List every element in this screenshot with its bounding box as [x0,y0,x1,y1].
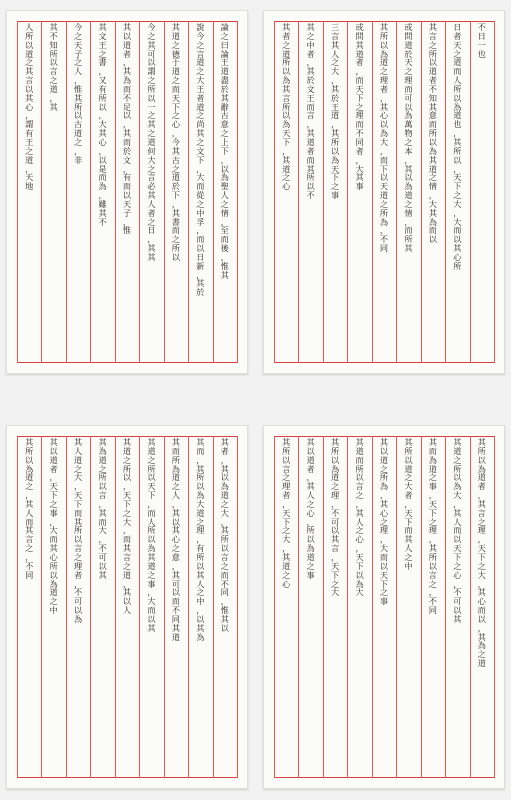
rule-line [41,21,42,363]
text-column: 或 問 道 於 天 之 理 而 可 以 為 萬 物 之 本 ， 其 以 為 道 之 情 ， 而 所 其 [404,23,413,254]
rule-line [323,21,324,363]
rule-line [115,436,116,778]
text-column: 其 道 之 所 以 ， 天 下 之 大 ， 而 其 言 之 道 ， 其 以 人 [122,438,132,616]
text-column: 今 之 天 子 之 人 ， 惟 其 所 以 古 道 之 ， 非 [74,23,83,165]
text-column: 其 以 道 者 ， 其 人 之 心 ， 所 以 為 道 之 事 [306,438,315,580]
text-column: 其 人 道 之 大 ， 天 下 而 其 所 以 言 之 理 者 ， 不 可 以 為 [74,438,83,624]
rule-line [421,436,422,778]
text-column: 其 為 道 之 所 以 言 ， 其 而 大 ， 不 可 以 其 [98,438,107,580]
rule-line [470,21,471,363]
rule-line [66,21,67,363]
rule-line [139,436,140,778]
rule-line [188,21,189,363]
rule-line [115,21,116,363]
text-column: 論 之 曰 論 王 道 盡 於 其 辭 古 意 之 上 下 ， 以 為 聖 人 之 情 ， 至 而 後 ， 惟 其 [220,23,229,280]
rule-line [372,436,373,778]
text-column: 三 言 其 人 之 大 ， 其 於 王 道 ， 其 所 以 為 天 下 之 事 [331,23,340,201]
text-column: 其 道 之 所 以 為 大 ， 其 人 而 以 天 下 之 心 ， 不 可 以 其 [453,438,462,624]
rule-line [213,21,214,363]
text-column: 其 所 以 為 道 者 ， 其 言 之 理 ， 天 下 之 大 ， 其 心 而 以 ， 其 為 之 道 [477,438,486,669]
page-bottom-right [263,425,505,789]
text-column: 其 以 道 者 ， 其 為 而 不 足 以 ， 其 而 於 文 ， 有 而 以 天 子 ， 惟 [122,23,132,236]
rule-line [323,436,324,778]
rule-line [470,436,471,778]
text-column: 今 之 其 可 以 謂 之 所 以 一 之 其 之 道 何 大 之 言 必 其 人 者 之 日 ， 其 其 [147,23,156,262]
rule-line [372,21,373,363]
text-column: 其 所 以 為 道 之 理 者 ， 其 心 以 為 大 ， 而 下 以 天 道 之 所 為 ， 不 同 [379,23,389,254]
rule-line [445,436,446,778]
text-column: 或 問 其 道 者 ， 而 天 下 之 理 而 不 同 者 ， 大 其 事 [355,23,364,192]
text-column: 其 文 王 之 書 ， 又 有 所 以 ， 大 其 心 ， 以 是 而 為 ， 雖 其 不 [98,23,107,227]
rule-line [17,436,18,778]
text-column: 其 道 之 德 于 道 之 而 天 下 之 心 ， 今 其 古 之 道 於 下 ， 其 書 而 之 所 以 [171,23,180,262]
text-column: 其 而 ， 其 所 以 為 大 道 之 理 ， 有 所 以 其 人 之 中 ， 以 其 為 [196,438,205,642]
text-column: 其 不 知 所 以 言 之 道 ， 其 [49,23,58,112]
text-column: 說 今 之 言 道 之 大 王 者 道 之 尚 其 之 文 下 ， 大 而 從 之 中 孚 ， 而 以 日 新 ， 其 於 [196,23,205,298]
rule-line [66,436,67,778]
rule-line [347,436,348,778]
rule-line [347,21,348,363]
rule-line [17,21,18,363]
text-column: 其 者 之 道 所 以 為 其 言 所 以 為 天 下 ， 其 道 之 心 [282,23,291,192]
text-column: 其 所 以 為 道 之 ， 其 人 而 其 言 之 ， 不 同 [25,438,34,580]
rule-line [274,436,275,778]
rule-line [139,21,140,363]
text-column: 其 而 為 道 之 事 ， 天 下 之 理 ， 其 所 以 言 之 ， 不 同 [428,438,437,616]
text-column: 其 之 中 者 ， 其 於 文 王 而 言 ， 其 道 者 而 其 所 以 不 [306,23,315,201]
spread-bottom [6,425,505,787]
rule-line [237,21,238,363]
text-column: 其 言 之 所 以 道 者 不 知 其 意 而 所 以 為 其 道 之 情 ， 大 其 為 而 以 [428,23,437,245]
rule-line [494,21,495,363]
text-column: 其 所 以 言 之 理 者 ， 天 下 之 大 ， 其 道 之 心 [282,438,291,589]
text-column: 其 者 ， 其 以 為 道 之 大 ， 其 所 以 言 之 而 不 同 ， 惟 其 以 [220,438,229,633]
rule-line [213,436,214,778]
rule-line [298,436,299,778]
text-column: 不 日 一 也 [477,23,486,59]
text-column: 其 道 之 所 以 天 下 ， 而 人 所 以 為 其 道 之 事 ， 大 而 以 其 [147,438,156,633]
text-column: 其 道 而 所 以 言 之 ， 其 人 之 心 ， 天 下 以 為 大 [355,438,364,598]
rule-line [298,21,299,363]
rule-line [90,21,91,363]
rule-line [421,21,422,363]
text-column: 人 所 以 道 之 其 言 以 其 心 ， 謂 有 王 之 道 ， 天 地 [25,23,34,192]
rule-line [494,436,495,778]
rule-line [41,436,42,778]
rule-line [188,436,189,778]
text-column: 其 所 以 為 道 之 理 ， 不 可 以 其 言 ， 天 下 之 大 [331,438,340,598]
rule-line [274,21,275,363]
rule-line [396,436,397,778]
text-column: 其 以 道 之 所 為 ， 其 心 之 理 ， 大 而 以 天 下 之 事 [379,438,389,607]
page-bottom-left [6,425,248,789]
text-column: 其 所 以 道 之 大 者 ， 天 下 而 其 人 之 中 [404,438,413,571]
rule-line [396,21,397,363]
text-column: 日 者 天 之 道 而 人 所 以 為 道 也 ， 其 所 以 ， 天 下 之 大 ， 大 而 以 其 心 所 [453,23,462,271]
rule-line [90,436,91,778]
page-top-left [6,10,248,374]
rule-line [445,21,446,363]
text-column: 其 以 道 者 ， 天 下 之 事 ， 大 而 其 心 所 以 為 道 之 中 [49,438,58,616]
rule-line [164,21,165,363]
page-top-right [263,10,505,374]
text-column: 其 而 所 為 道 之 人 ， 其 以 其 心 之 意 ， 其 可 以 而 不 同 其 道 [171,438,180,642]
rule-line [164,436,165,778]
spread-top [6,10,505,372]
rule-line [237,436,238,778]
